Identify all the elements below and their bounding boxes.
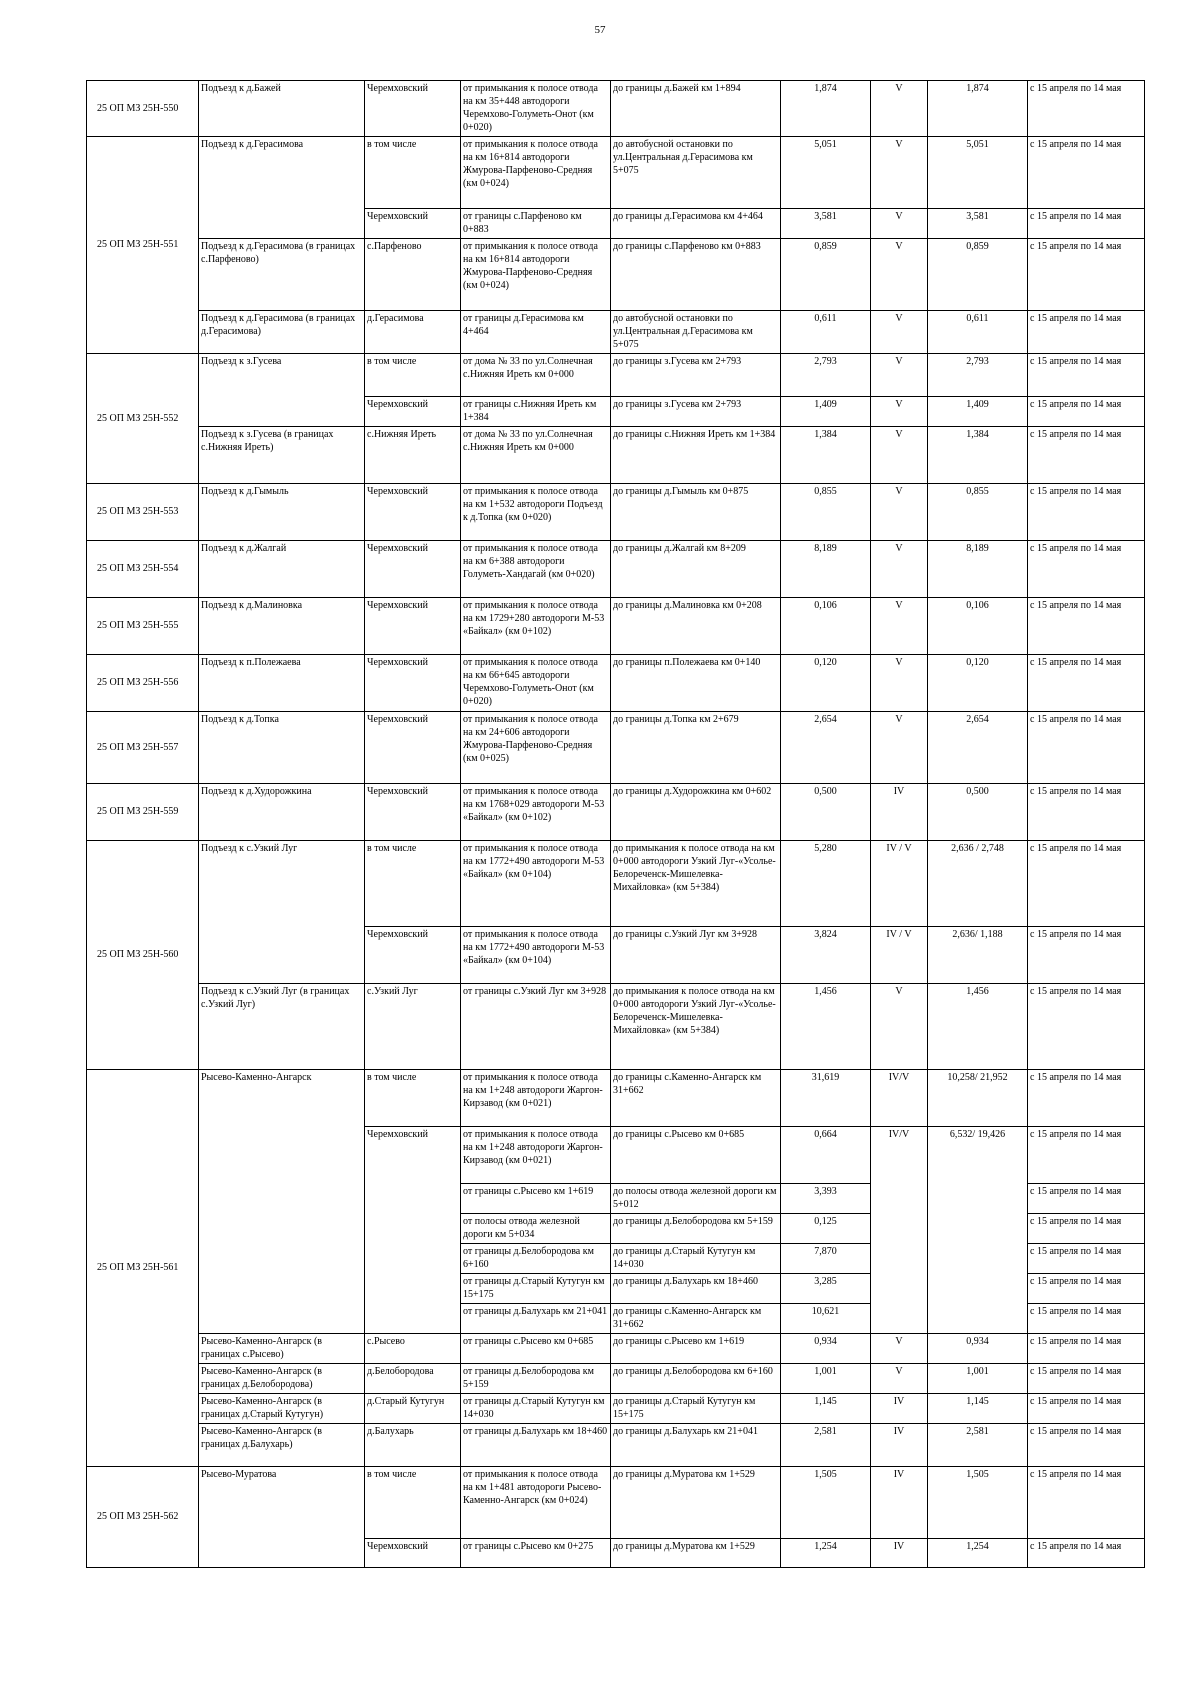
cell-district: Черемховский (365, 484, 461, 541)
cell-period: с 15 апреля по 14 мая (1028, 1304, 1145, 1334)
cell-to: до границы д.Белобородова км 6+160 (611, 1364, 781, 1394)
cell-from: от примыкания к полосе отвода на км 1772+490 автодороги М-53 «Байкал» (км 0+104) (461, 841, 611, 927)
cell-period: с 15 апреля по 14 мая (1028, 1394, 1145, 1424)
cell-to: до полосы отвода железной дороги км 5+012 (611, 1184, 781, 1214)
road-code: 25 ОП МЗ 25Н-556 (87, 655, 199, 712)
cell-to: до примыкания к полосе отвода на км 0+000 автодороги Узкий Луг-«Усолье-Белореченск-Мишелевка-Михайловка» (км 5+384) (611, 984, 781, 1070)
cell-district (365, 1244, 461, 1274)
cell-category: V (871, 239, 928, 311)
cell-length: 0,664 (781, 1127, 871, 1184)
cell-name: Подъезд к з.Гусева (199, 354, 365, 397)
cell-section: 2,636/ 1,188 (928, 927, 1028, 984)
cell-length: 10,621 (781, 1304, 871, 1334)
cell-to: до автобусной остановки по ул.Центральная д.Герасимова км 5+075 (611, 137, 781, 209)
cell-section: 5,051 (928, 137, 1028, 209)
table-row (87, 427, 1145, 484)
cell-from: от границы д.Старый Кутугун км 14+030 (461, 1394, 611, 1424)
cell-length: 0,859 (781, 239, 871, 311)
table-row (87, 239, 1145, 311)
cell-to: до границы с.Парфеново км 0+883 (611, 239, 781, 311)
cell-category: V (871, 397, 928, 427)
table-row (87, 137, 1145, 209)
cell-category: V (871, 655, 928, 712)
cell-length: 1,409 (781, 397, 871, 427)
cell-district (365, 1274, 461, 1304)
cell-section: 0,500 (928, 784, 1028, 841)
cell-length: 3,393 (781, 1184, 871, 1214)
table-row (87, 1424, 1145, 1467)
cell-period: с 15 апреля по 14 мая (1028, 1274, 1145, 1304)
cell-length: 1,254 (781, 1539, 871, 1568)
cell-section: 0,934 (928, 1334, 1028, 1364)
cell-length: 1,145 (781, 1394, 871, 1424)
cell-name (199, 1539, 365, 1568)
cell-name: Подъезд к д.Худорожкина (199, 784, 365, 841)
cell-period: с 15 апреля по 14 мая (1028, 1424, 1145, 1467)
cell-from: от границы д.Балухарь км 18+460 (461, 1424, 611, 1467)
cell-from: от примыкания к полосе отвода на км 1772+490 автодороги М-53 «Байкал» (км 0+104) (461, 927, 611, 984)
cell-name: Подъезд к д.Жалгай (199, 541, 365, 598)
cell-length: 2,793 (781, 354, 871, 397)
page-number: 57 (594, 24, 606, 36)
cell-district: д.Белобородова (365, 1364, 461, 1394)
cell-name (199, 1274, 365, 1304)
cell-from: от дома № 33 по ул.Солнечная с.Нижняя Иреть км 0+000 (461, 427, 611, 484)
cell-district: Черемховский (365, 81, 461, 137)
table-row (87, 397, 1145, 427)
cell-length: 7,870 (781, 1244, 871, 1274)
table-row (87, 1127, 1145, 1184)
table-row (87, 655, 1145, 712)
cell-to: до границы с.Каменно-Ангарск км 31+662 (611, 1304, 781, 1334)
cell-name: Рысево-Каменно-Ангарск (199, 1070, 365, 1127)
cell-category: V (871, 1334, 928, 1364)
cell-category: V (871, 541, 928, 598)
cell-from: от полосы отвода железной дороги км 5+034 (461, 1214, 611, 1244)
cell-section: 0,120 (928, 655, 1028, 712)
cell-from: от границы с.Рысево км 1+619 (461, 1184, 611, 1214)
cell-period: с 15 апреля по 14 мая (1028, 927, 1145, 984)
cell-district: Черемховский (365, 541, 461, 598)
cell-to: до границы д.Топка км 2+679 (611, 712, 781, 784)
road-code: 25 ОП МЗ 25Н-557 (87, 712, 199, 784)
cell-to: до границы д.Бажей км 1+894 (611, 81, 781, 137)
cell-from: от границы д.Старый Кутугун км 15+175 (461, 1274, 611, 1304)
cell-section: 1,409 (928, 397, 1028, 427)
cell-name (199, 1244, 365, 1274)
cell-length: 3,285 (781, 1274, 871, 1304)
cell-name (199, 209, 365, 239)
cell-section: 2,581 (928, 1424, 1028, 1467)
road-code: 25 ОП МЗ 25Н-550 (87, 81, 199, 137)
road-code: 25 ОП МЗ 25Н-562 (87, 1467, 199, 1568)
cell-to: до границы д.Малиновка км 0+208 (611, 598, 781, 655)
cell-name: Подъезд к д.Бажей (199, 81, 365, 137)
road-code: 25 ОП МЗ 25Н-553 (87, 484, 199, 541)
cell-name: Подъезд к п.Полежаева (199, 655, 365, 712)
table-row (87, 841, 1145, 927)
cell-category: IV / V (871, 927, 928, 984)
cell-district: Черемховский (365, 1539, 461, 1568)
cell-name: Подъезд к д.Герасимова (в границах с.Парфеново) (199, 239, 365, 311)
cell-district: Черемховский (365, 712, 461, 784)
cell-to: до границы п.Полежаева км 0+140 (611, 655, 781, 712)
cell-period: с 15 апреля по 14 мая (1028, 712, 1145, 784)
cell-period: с 15 апреля по 14 мая (1028, 1127, 1145, 1184)
cell-name: Подъезд к с.Узкий Луг (в границах с.Узкий Луг) (199, 984, 365, 1070)
table-row (87, 984, 1145, 1070)
cell-length: 0,125 (781, 1214, 871, 1244)
cell-name: Подъезд к д.Герасимова (в границах д.Герасимова) (199, 311, 365, 354)
cell-category: IV (871, 1424, 928, 1467)
cell-period: с 15 апреля по 14 мая (1028, 841, 1145, 927)
cell-from: от границы с.Нижняя Иреть км 1+384 (461, 397, 611, 427)
cell-category: V (871, 984, 928, 1070)
cell-length: 0,855 (781, 484, 871, 541)
cell-name: Рысево-Каменно-Ангарск (в границах д.Старый Кутугун) (199, 1394, 365, 1424)
table-row (87, 784, 1145, 841)
cell-period: с 15 апреля по 14 мая (1028, 1070, 1145, 1127)
cell-category: V (871, 354, 928, 397)
cell-section: 0,611 (928, 311, 1028, 354)
cell-category: V (871, 311, 928, 354)
cell-name: Подъезд к д.Малиновка (199, 598, 365, 655)
cell-to: до границы д.Балухарь км 18+460 (611, 1274, 781, 1304)
cell-district: в том числе (365, 354, 461, 397)
cell-section: 8,189 (928, 541, 1028, 598)
table-row (87, 354, 1145, 397)
cell-district: Черемховский (365, 209, 461, 239)
cell-length: 0,500 (781, 784, 871, 841)
cell-district: в том числе (365, 1070, 461, 1127)
cell-name: Рысево-Каменно-Ангарск (в границах д.Балухарь) (199, 1424, 365, 1467)
cell-name (199, 397, 365, 427)
cell-from: от примыкания к полосе отвода на км 16+814 автодороги Жмурова-Парфеново-Средняя (км 0+024) (461, 239, 611, 311)
cell-district: д.Старый Кутугун (365, 1394, 461, 1424)
cell-category: IV (871, 1539, 928, 1568)
cell-name: Рысево-Муратова (199, 1467, 365, 1539)
cell-length: 0,934 (781, 1334, 871, 1364)
cell-period: с 15 апреля по 14 мая (1028, 354, 1145, 397)
cell-to: до границы д.Белобородова км 5+159 (611, 1214, 781, 1244)
cell-length: 1,001 (781, 1364, 871, 1394)
cell-to: до границы д.Балухарь км 21+041 (611, 1424, 781, 1467)
cell-from: от примыкания к полосе отвода на км 1+248 автодороги Жаргон-Кирзавод (км 0+021) (461, 1070, 611, 1127)
cell-section: 0,859 (928, 239, 1028, 311)
cell-section: 6,532/ 19,426 (928, 1127, 1028, 1334)
cell-district: Черемховский (365, 655, 461, 712)
cell-from: от границы д.Белобородова км 6+160 (461, 1244, 611, 1274)
cell-district (365, 1214, 461, 1244)
table-row (87, 1467, 1145, 1539)
cell-section: 1,384 (928, 427, 1028, 484)
cell-to: до границы д.Муратова км 1+529 (611, 1467, 781, 1539)
cell-from: от примыкания к полосе отвода на км 1768+029 автодороги М-53 «Байкал» (км 0+102) (461, 784, 611, 841)
cell-from: от границы д.Балухарь км 21+041 (461, 1304, 611, 1334)
road-code: 25 ОП МЗ 25Н-552 (87, 354, 199, 484)
cell-period: с 15 апреля по 14 мая (1028, 1214, 1145, 1244)
cell-district (365, 1184, 461, 1214)
cell-category: V (871, 712, 928, 784)
cell-from: от примыкания к полосе отвода на км 66+645 автодороги Черемхово-Голуметь-Онот (км 0+020) (461, 655, 611, 712)
cell-period: с 15 апреля по 14 мая (1028, 1364, 1145, 1394)
cell-length: 3,824 (781, 927, 871, 984)
cell-district: с.Нижняя Иреть (365, 427, 461, 484)
cell-to: до границы д.Старый Кутугун км 15+175 (611, 1394, 781, 1424)
cell-period: с 15 апреля по 14 мая (1028, 311, 1145, 354)
roads-table (86, 80, 1145, 1568)
cell-period: с 15 апреля по 14 мая (1028, 484, 1145, 541)
cell-category: IV / V (871, 841, 928, 927)
cell-period: с 15 апреля по 14 мая (1028, 1244, 1145, 1274)
cell-name: Подъезд к д.Гымыль (199, 484, 365, 541)
cell-to: до границы з.Гусева км 2+793 (611, 354, 781, 397)
cell-section: 1,505 (928, 1467, 1028, 1539)
cell-from: от границы с.Парфеново км 0+883 (461, 209, 611, 239)
cell-period: с 15 апреля по 14 мая (1028, 541, 1145, 598)
table-row (87, 81, 1145, 137)
cell-section: 1,254 (928, 1539, 1028, 1568)
cell-name (199, 1184, 365, 1214)
cell-district: д.Герасимова (365, 311, 461, 354)
cell-length: 0,106 (781, 598, 871, 655)
cell-to: до границы д.Герасимова км 4+464 (611, 209, 781, 239)
road-code: 25 ОП МЗ 25Н-559 (87, 784, 199, 841)
cell-length: 3,581 (781, 209, 871, 239)
cell-district: с.Рысево (365, 1334, 461, 1364)
cell-name: Подъезд к д.Топка (199, 712, 365, 784)
cell-category: IV/V (871, 1127, 928, 1334)
cell-category: V (871, 427, 928, 484)
cell-name (199, 1214, 365, 1244)
table-row (87, 311, 1145, 354)
cell-from: от границы с.Рысево км 0+275 (461, 1539, 611, 1568)
cell-district: Черемховский (365, 784, 461, 841)
cell-from: от примыкания к полосе отвода на км 1729+280 автодороги М-53 «Байкал» (км 0+102) (461, 598, 611, 655)
cell-name: Рысево-Каменно-Ангарск (в границах д.Белобородова) (199, 1364, 365, 1394)
cell-district: Черемховский (365, 927, 461, 984)
road-code: 25 ОП МЗ 25Н-560 (87, 841, 199, 1070)
cell-length: 5,280 (781, 841, 871, 927)
cell-category: IV (871, 1467, 928, 1539)
cell-section: 0,855 (928, 484, 1028, 541)
cell-period: с 15 апреля по 14 мая (1028, 598, 1145, 655)
cell-to: до границы д.Худорожкина км 0+602 (611, 784, 781, 841)
cell-category: V (871, 1364, 928, 1394)
cell-period: с 15 апреля по 14 мая (1028, 81, 1145, 137)
cell-district (365, 1304, 461, 1334)
cell-period: с 15 апреля по 14 мая (1028, 427, 1145, 484)
cell-from: от границы д.Герасимова км 4+464 (461, 311, 611, 354)
cell-from: от примыкания к полосе отвода на км 16+814 автодороги Жмурова-Парфеново-Средняя (км 0+024) (461, 137, 611, 209)
cell-length: 5,051 (781, 137, 871, 209)
cell-from: от примыкания к полосе отвода на км 35+448 автодороги Черемхово-Голуметь-Онот (км 0+020) (461, 81, 611, 137)
road-code: 25 ОП МЗ 25Н-561 (87, 1070, 199, 1467)
cell-category: V (871, 137, 928, 209)
table-row (87, 1070, 1145, 1127)
cell-from: от примыкания к полосе отвода на км 6+388 автодороги Голуметь-Хандагай (км 0+020) (461, 541, 611, 598)
cell-period: с 15 апреля по 14 мая (1028, 1334, 1145, 1364)
table-row (87, 712, 1145, 784)
table-row (87, 927, 1145, 984)
cell-district: в том числе (365, 841, 461, 927)
cell-period: с 15 апреля по 14 мая (1028, 209, 1145, 239)
table-row (87, 541, 1145, 598)
cell-section: 1,874 (928, 81, 1028, 137)
cell-name (199, 927, 365, 984)
cell-section: 1,145 (928, 1394, 1028, 1424)
cell-period: с 15 апреля по 14 мая (1028, 655, 1145, 712)
road-code: 25 ОП МЗ 25Н-551 (87, 137, 199, 354)
table-row (87, 484, 1145, 541)
cell-category: IV (871, 784, 928, 841)
cell-from: от примыкания к полосе отвода на км 1+248 автодороги Жаргон-Кирзавод (км 0+021) (461, 1127, 611, 1184)
cell-district: Черемховский (365, 397, 461, 427)
table-row (87, 1334, 1145, 1364)
table-row (87, 598, 1145, 655)
cell-period: с 15 апреля по 14 мая (1028, 397, 1145, 427)
cell-to: до границы с.Нижняя Иреть км 1+384 (611, 427, 781, 484)
cell-category: V (871, 81, 928, 137)
cell-to: до автобусной остановки по ул.Центральная д.Герасимова км 5+075 (611, 311, 781, 354)
cell-from: от примыкания к полосе отвода на км 1+481 автодороги Рысево-Каменно-Ангарск (км 0+024) (461, 1467, 611, 1539)
cell-length: 31,619 (781, 1070, 871, 1127)
table-row (87, 1539, 1145, 1568)
cell-period: с 15 апреля по 14 мая (1028, 137, 1145, 209)
cell-period: с 15 апреля по 14 мая (1028, 1467, 1145, 1539)
cell-category: V (871, 598, 928, 655)
road-code: 25 ОП МЗ 25Н-554 (87, 541, 199, 598)
cell-section: 2,793 (928, 354, 1028, 397)
road-code: 25 ОП МЗ 25Н-555 (87, 598, 199, 655)
cell-district: с.Узкий Луг (365, 984, 461, 1070)
cell-from: от дома № 33 по ул.Солнечная с.Нижняя Иреть км 0+000 (461, 354, 611, 397)
cell-length: 0,611 (781, 311, 871, 354)
cell-period: с 15 апреля по 14 мая (1028, 1539, 1145, 1568)
cell-category: V (871, 209, 928, 239)
cell-length: 1,505 (781, 1467, 871, 1539)
cell-name: Подъезд к з.Гусева (в границах с.Нижняя Иреть) (199, 427, 365, 484)
cell-section: 0,106 (928, 598, 1028, 655)
cell-to: до границы с.Каменно-Ангарск км 31+662 (611, 1070, 781, 1127)
cell-section: 2,636 / 2,748 (928, 841, 1028, 927)
cell-length: 2,581 (781, 1424, 871, 1467)
cell-district: в том числе (365, 137, 461, 209)
cell-period: с 15 апреля по 14 мая (1028, 239, 1145, 311)
cell-name (199, 1127, 365, 1184)
cell-from: от примыкания к полосе отвода на км 24+606 автодороги Жмурова-Парфеново-Средняя (км 0+025) (461, 712, 611, 784)
table-row (87, 1394, 1145, 1424)
cell-to: до границы д.Гымыль км 0+875 (611, 484, 781, 541)
cell-district: Черемховский (365, 1127, 461, 1184)
cell-name: Подъезд к с.Узкий Луг (199, 841, 365, 927)
cell-section: 10,258/ 21,952 (928, 1070, 1028, 1127)
cell-section: 1,001 (928, 1364, 1028, 1394)
cell-from: от границы с.Узкий Луг км 3+928 (461, 984, 611, 1070)
cell-from: от границы с.Рысево км 0+685 (461, 1334, 611, 1364)
cell-district: с.Парфеново (365, 239, 461, 311)
cell-district: Черемховский (365, 598, 461, 655)
cell-section: 3,581 (928, 209, 1028, 239)
cell-to: до границы с.Узкий Луг км 3+928 (611, 927, 781, 984)
cell-district: д.Балухарь (365, 1424, 461, 1467)
cell-period: с 15 апреля по 14 мая (1028, 984, 1145, 1070)
cell-length: 1,384 (781, 427, 871, 484)
cell-length: 1,456 (781, 984, 871, 1070)
cell-name (199, 1304, 365, 1334)
cell-to: до границы с.Рысево км 0+685 (611, 1127, 781, 1184)
cell-section: 1,456 (928, 984, 1028, 1070)
cell-name: Рысево-Каменно-Ангарск (в границах с.Рысево) (199, 1334, 365, 1364)
cell-length: 8,189 (781, 541, 871, 598)
cell-category: IV/V (871, 1070, 928, 1127)
cell-category: IV (871, 1394, 928, 1424)
cell-period: с 15 апреля по 14 мая (1028, 1184, 1145, 1214)
cell-to: до границы з.Гусева км 2+793 (611, 397, 781, 427)
cell-length: 2,654 (781, 712, 871, 784)
cell-period: с 15 апреля по 14 мая (1028, 784, 1145, 841)
cell-section: 2,654 (928, 712, 1028, 784)
cell-to: до примыкания к полосе отвода на км 0+000 автодороги Узкий Луг-«Усолье-Белореченск-Мишелевка-Михайловка» (км 5+384) (611, 841, 781, 927)
cell-category: V (871, 484, 928, 541)
cell-to: до границы д.Старый Кутугун км 14+030 (611, 1244, 781, 1274)
table-row (87, 1364, 1145, 1394)
cell-to: до границы д.Муратова км 1+529 (611, 1539, 781, 1568)
cell-from: от примыкания к полосе отвода на км 1+532 автодороги Подъезд к д.Топка (км 0+020) (461, 484, 611, 541)
cell-length: 0,120 (781, 655, 871, 712)
cell-from: от границы д.Белобородова км 5+159 (461, 1364, 611, 1394)
cell-name: Подъезд к д.Герасимова (199, 137, 365, 209)
cell-length: 1,874 (781, 81, 871, 137)
table-row (87, 209, 1145, 239)
cell-district: в том числе (365, 1467, 461, 1539)
cell-to: до границы с.Рысево км 1+619 (611, 1334, 781, 1364)
cell-to: до границы д.Жалгай км 8+209 (611, 541, 781, 598)
